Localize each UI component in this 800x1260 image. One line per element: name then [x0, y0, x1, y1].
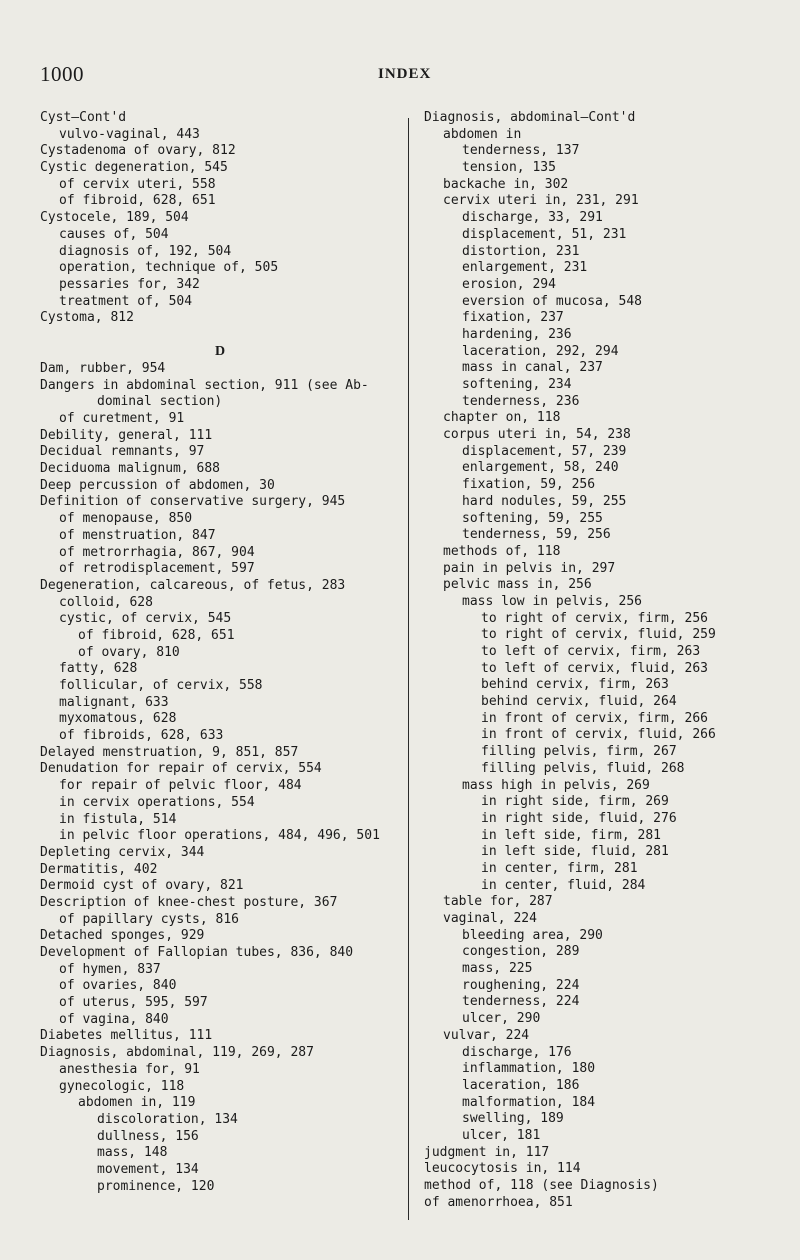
index-subentry: inflammation, 180 [462, 1061, 596, 1077]
index-subentry: bleeding area, 290 [462, 927, 603, 943]
index-subentry: behind cervix, fluid, 264 [481, 694, 677, 710]
index-subentry: displacement, 57, 239 [462, 443, 627, 459]
index-entry: Cystoma, 812 [40, 310, 134, 326]
index-subentry: of menstruation, 847 [59, 527, 216, 543]
index-entry: leucocytosis in, 114 [424, 1161, 581, 1177]
index-entry: Detached sponges, 929 [40, 928, 205, 944]
index-subentry: of cervix uteri, 558 [59, 176, 216, 192]
index-entry: Depleting cervix, 344 [40, 844, 205, 860]
index-subentry: mass, 225 [462, 961, 533, 977]
index-subentry: in left side, fluid, 281 [481, 844, 669, 860]
index-subentry: of ovaries, 840 [59, 978, 177, 994]
index-entry: Deep percussion of abdomen, 30 [40, 477, 275, 493]
index-subentry: to right of cervix, fluid, 259 [481, 627, 716, 643]
index-subentry: of fibroid, 628, 651 [59, 193, 216, 209]
index-entry: Degeneration, calcareous, of fetus, 283 [40, 577, 346, 593]
index-subentry: pessaries for, 342 [59, 276, 200, 292]
index-subentry: in right side, fluid, 276 [481, 810, 677, 826]
index-subentry: tenderness, 59, 256 [462, 527, 611, 543]
index-subentry: malignant, 633 [59, 694, 169, 710]
index-subentry: of menopause, 850 [59, 511, 193, 527]
index-subentry: corpus uteri in, 54, 238 [443, 427, 631, 443]
index-subentry: pain in pelvis in, 297 [443, 560, 616, 576]
index-subentry: in center, firm, 281 [481, 860, 638, 876]
index-subentry: discharge, 176 [462, 1044, 572, 1060]
index-subentry: mass, 148 [97, 1145, 168, 1161]
index-subentry: to right of cervix, firm, 256 [481, 610, 708, 626]
index-entry: Description of knee-chest posture, 367 [40, 894, 338, 910]
index-subentry: in front of cervix, firm, 266 [481, 710, 708, 726]
index-subentry: cervix uteri in, 231, 291 [443, 193, 639, 209]
index-entry: Debility, general, 111 [40, 427, 213, 443]
section-spacer [40, 327, 400, 337]
index-subentry: congestion, 289 [462, 944, 580, 960]
index-subentry: of uterus, 595, 597 [59, 995, 208, 1011]
index-subentry: chapter on, 118 [443, 410, 561, 426]
index-subentry: displacement, 51, 231 [462, 226, 627, 242]
index-subentry: discoloration, 134 [97, 1111, 238, 1127]
index-subentry: discharge, 33, 291 [462, 210, 603, 226]
index-subentry: fixation, 237 [462, 310, 564, 326]
index-subentry: erosion, 294 [462, 276, 556, 292]
index-subentry: laceration, 292, 294 [462, 343, 619, 359]
index-subentry: abdomen in, 119 [78, 1095, 196, 1111]
index-subentry: to left of cervix, fluid, 263 [481, 660, 708, 676]
index-subentry: diagnosis of, 192, 504 [59, 243, 232, 259]
index-subentry: abdomen in [443, 126, 522, 142]
index-column-left [40, 110, 400, 1195]
section-letter: D [214, 343, 226, 359]
index-subentry: methods of, 118 [443, 543, 561, 559]
index-subentry: ulcer, 290 [462, 1011, 541, 1027]
index-subentry: softening, 234 [462, 377, 572, 392]
index-subentry: table for, 287 [443, 894, 553, 910]
index-subentry: laceration, 186 [462, 1077, 580, 1093]
index-subentry: filling pelvis, fluid, 268 [481, 760, 685, 776]
index-subentry: enlargement, 58, 240 [462, 460, 619, 476]
index-entry: Cystic degeneration, 545 [40, 160, 228, 176]
index-entry: Dermatitis, 402 [40, 861, 158, 877]
index-subentry: tenderness, 236 [462, 393, 580, 409]
index-entry: Diabetes mellitus, 111 [40, 1028, 213, 1044]
index-entry: Delayed menstruation, 9, 851, 857 [40, 744, 299, 760]
index-subentry: fixation, 59, 256 [462, 477, 596, 493]
index-subentry: behind cervix, firm, 263 [481, 677, 669, 693]
index-entry: Dangers in abdominal section, 911 (see Ab- [40, 377, 369, 393]
index-subentry: gynecologic, 118 [59, 1078, 185, 1094]
index-subentry: for repair of pelvic floor, 484 [59, 778, 302, 794]
index-subentry: cystic, of cervix, 545 [59, 611, 232, 627]
index-subentry: of fibroids, 628, 633 [59, 728, 224, 744]
index-subentry: malformation, 184 [462, 1094, 596, 1110]
index-entry: judgment in, 117 [424, 1144, 550, 1160]
index-subentry: pelvic mass in, 256 [443, 577, 592, 593]
index-subentry: dullness, 156 [97, 1128, 199, 1144]
index-subentry: fatty, 628 [59, 661, 138, 677]
index-subentry: of hymen, 837 [59, 961, 161, 977]
running-head: INDEX [378, 66, 432, 82]
index-subentry: in right side, firm, 269 [481, 794, 669, 810]
index-entry: Cyst—Cont'd [40, 110, 127, 125]
index-subentry: softening, 59, 255 [462, 510, 603, 526]
index-subentry: dominal section) [97, 394, 223, 410]
index-entry: Definition of conservative surgery, 945 [40, 494, 346, 510]
index-subentry: in center, fluid, 284 [481, 877, 646, 893]
index-subentry: hard nodules, 59, 255 [462, 493, 627, 509]
index-subentry: movement, 134 [97, 1161, 199, 1177]
index-entry: method of, 118 (see Diagnosis) [424, 1178, 659, 1193]
index-subentry: of papillary cysts, 816 [59, 911, 240, 927]
index-subentry: in cervix operations, 554 [59, 794, 255, 810]
index-subentry: enlargement, 231 [462, 260, 588, 276]
index-subentry: colloid, 628 [59, 594, 153, 610]
index-subentry: of ovary, 810 [78, 644, 180, 660]
index-subentry: tenderness, 137 [462, 143, 580, 159]
index-subentry: eversion of mucosa, 548 [462, 293, 643, 309]
index-column-right [424, 110, 792, 1211]
page-number: 1000 [40, 62, 84, 86]
index-entry: Cystadenoma of ovary, 812 [40, 143, 236, 159]
index-subentry: ulcer, 181 [462, 1127, 541, 1143]
index-subentry: hardening, 236 [462, 326, 572, 342]
index-subentry: operation, technique of, 505 [59, 260, 279, 276]
index-subentry: causes of, 504 [59, 226, 169, 242]
index-entry: Deciduoma malignum, 688 [40, 461, 221, 477]
index-subentry: prominence, 120 [97, 1178, 215, 1194]
index-subentry: mass in canal, 237 [462, 360, 603, 376]
index-subentry: in front of cervix, fluid, 266 [481, 727, 716, 743]
index-subentry: in left side, firm, 281 [481, 827, 662, 843]
index-subentry: filling pelvis, firm, 267 [481, 744, 677, 760]
column-divider [408, 118, 409, 1220]
index-subentry: of metrorrhagia, 867, 904 [59, 544, 255, 560]
index-subentry: in fistula, 514 [59, 811, 177, 827]
index-subentry: tenderness, 224 [462, 994, 580, 1010]
index-entry: Dam, rubber, 954 [40, 360, 166, 376]
index-subentry: distortion, 231 [462, 243, 580, 259]
index-entry: Decidual remnants, 97 [40, 444, 205, 460]
index-subentry: mass low in pelvis, 256 [462, 593, 643, 609]
index-entry: of amenorrhoea, 851 [424, 1194, 573, 1210]
index-subentry: of retrodisplacement, 597 [59, 561, 255, 577]
index-subentry: follicular, of cervix, 558 [59, 678, 263, 693]
index-entry: Dermoid cyst of ovary, 821 [40, 878, 244, 894]
index-subentry: in pelvic floor operations, 484, 496, 501 [59, 828, 380, 844]
index-entry: Diagnosis, abdominal, 119, 269, 287 [40, 1045, 314, 1061]
index-entry: Diagnosis, abdominal—Cont'd [424, 110, 636, 125]
index-subentry: myxomatous, 628 [59, 711, 177, 727]
index-subentry: mass high in pelvis, 269 [462, 777, 650, 793]
index-subentry: swelling, 189 [462, 1111, 564, 1127]
index-subentry: of curetment, 91 [59, 411, 185, 426]
index-entry: Denudation for repair of cervix, 554 [40, 761, 322, 777]
index-subentry: of vagina, 840 [59, 1011, 169, 1027]
index-subentry: vaginal, 224 [443, 911, 537, 926]
index-subentry: to left of cervix, firm, 263 [481, 644, 701, 659]
index-subentry: backache in, 302 [443, 176, 569, 192]
index-entry: Cystocele, 189, 504 [40, 210, 189, 226]
index-subentry: roughening, 224 [462, 977, 580, 993]
index-subentry: tension, 135 [462, 160, 556, 176]
index-subentry: vulvo-vaginal, 443 [59, 126, 200, 142]
index-subentry: vulvar, 224 [443, 1027, 530, 1043]
index-entry: Development of Fallopian tubes, 836, 840 [40, 945, 354, 960]
index-subentry: anesthesia for, 91 [59, 1061, 200, 1077]
index-subentry: treatment of, 504 [59, 293, 193, 309]
index-subentry: of fibroid, 628, 651 [78, 627, 235, 643]
